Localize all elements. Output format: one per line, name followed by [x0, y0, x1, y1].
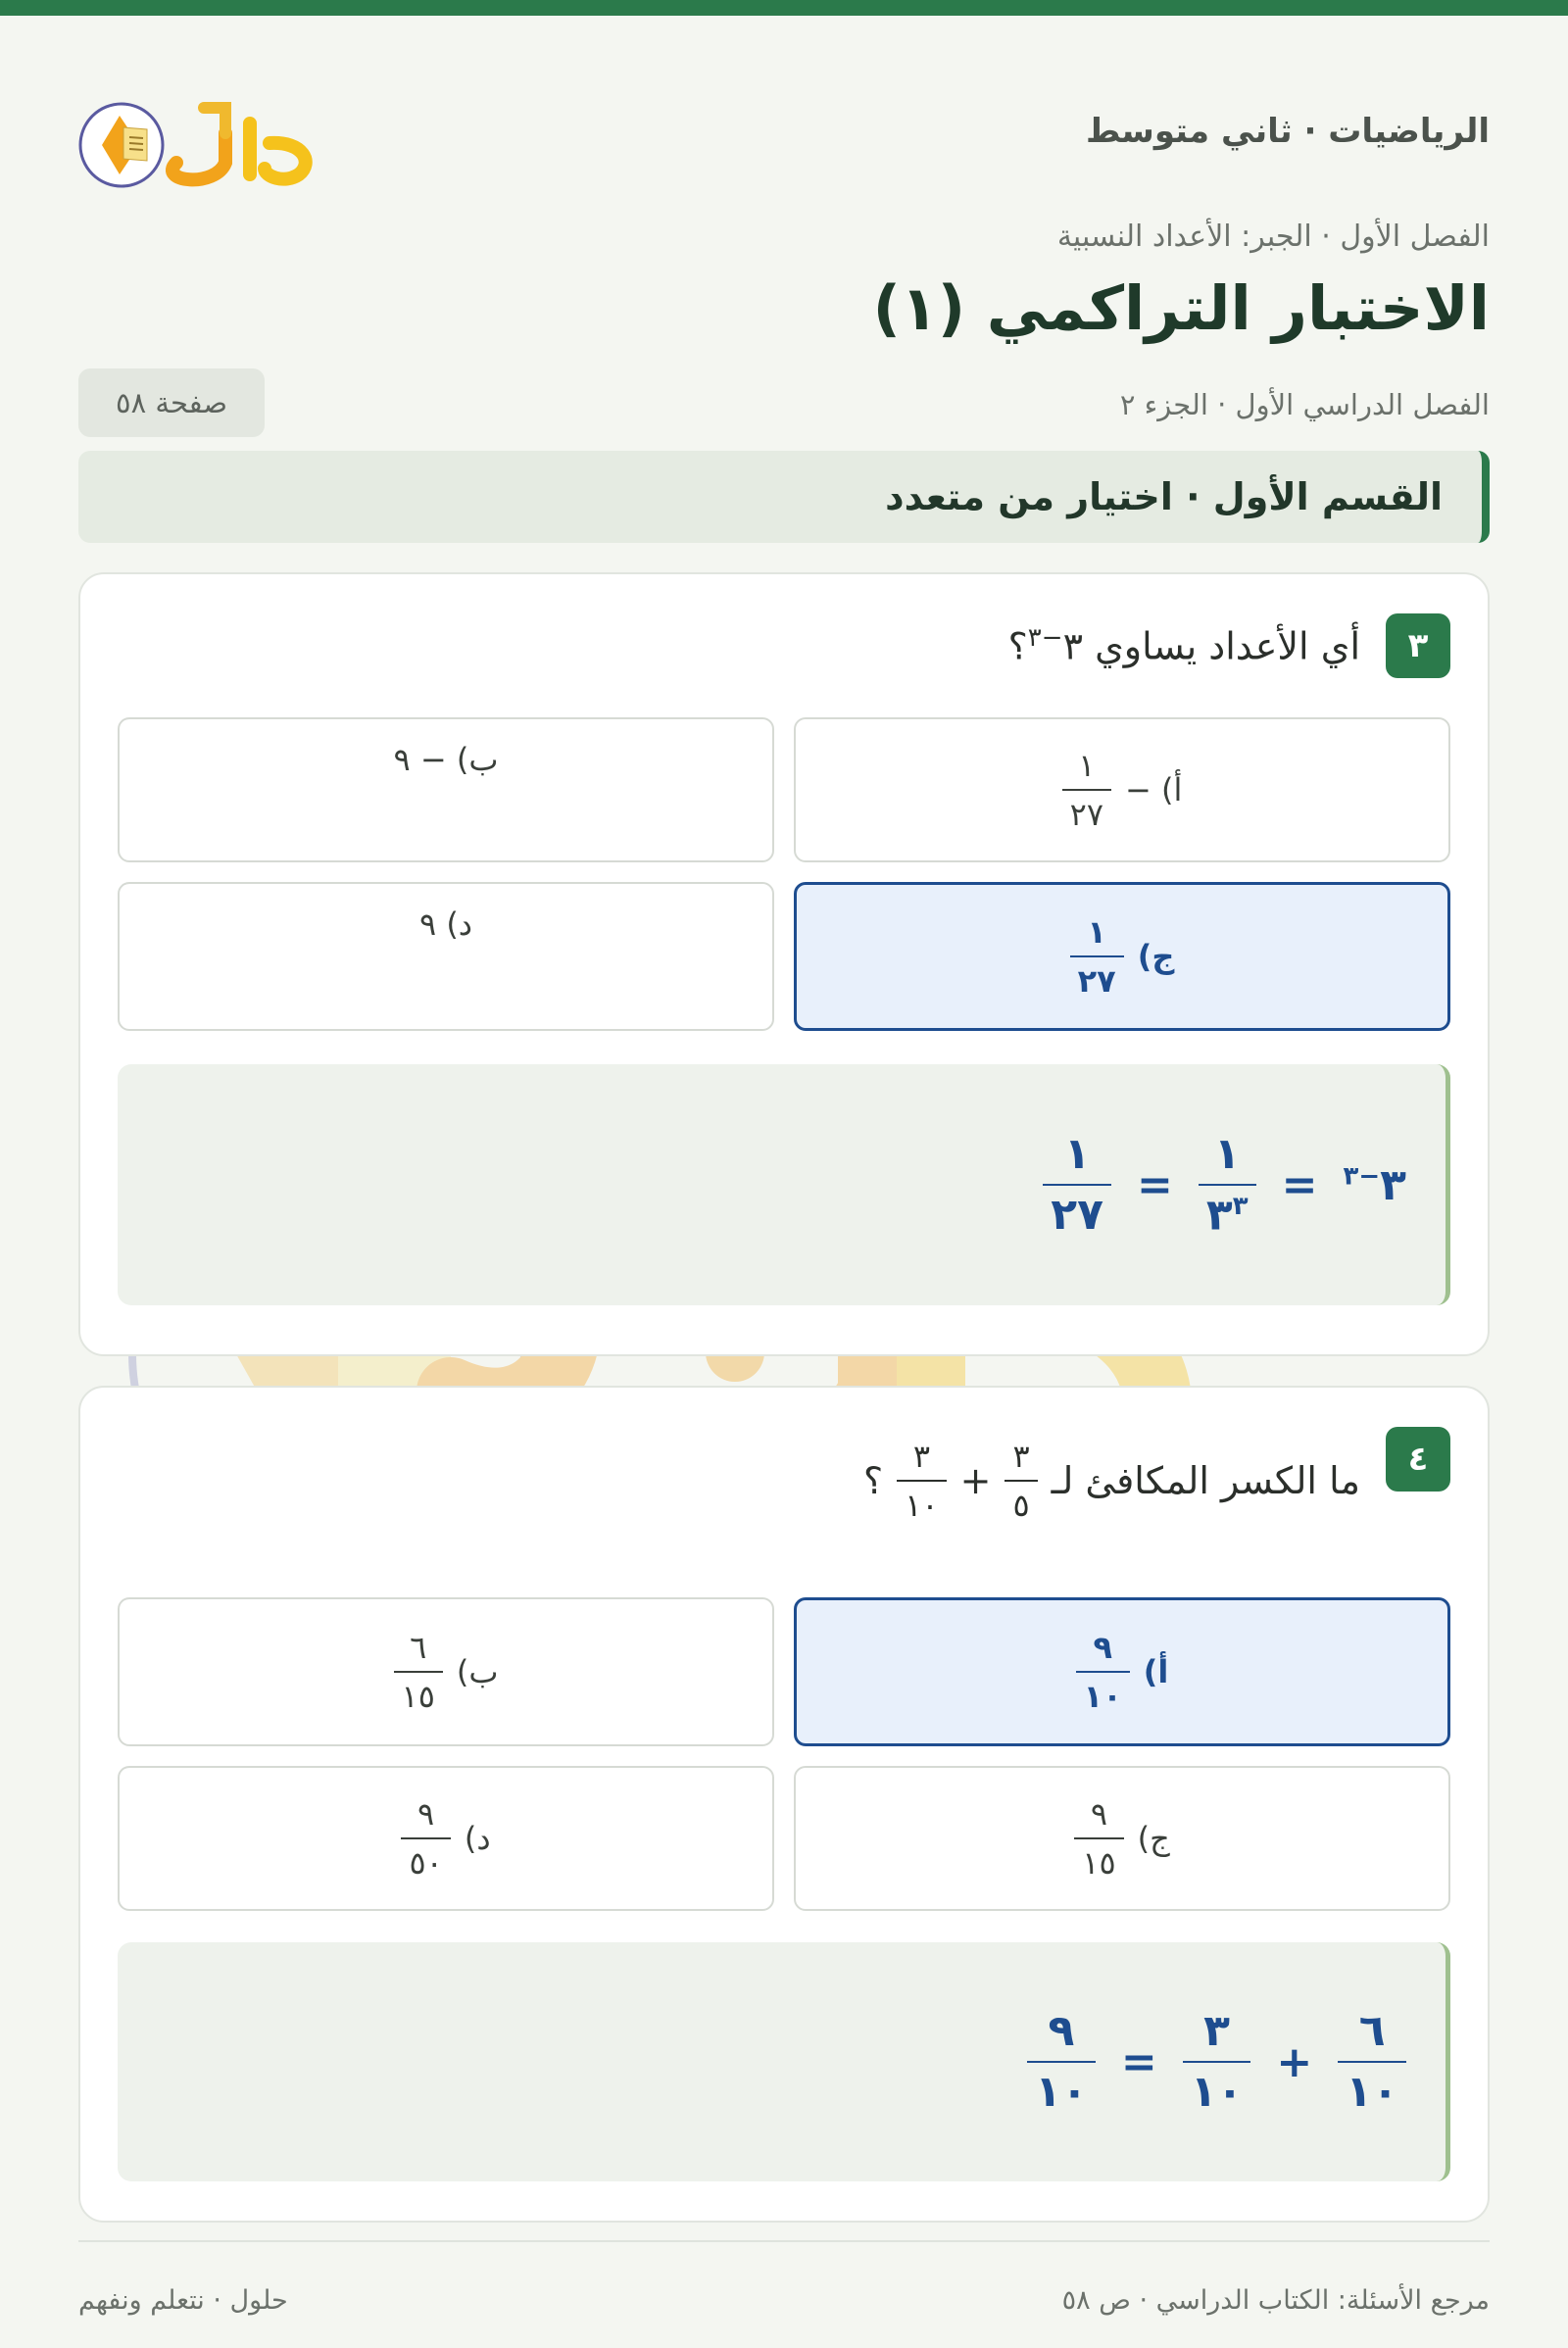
- footer-divider: [78, 2240, 1490, 2242]
- solution-equation: $\frac{٦}{١٠}$ + $\frac{٣}{١٠}$ = $\frac{٩}{١٠}$: [1027, 2010, 1406, 2114]
- option-a-correct[interactable]: أ) $\frac{٩}{١٠}$: [794, 1597, 1450, 1746]
- option-b[interactable]: ب) − ٩: [118, 717, 774, 862]
- option-d[interactable]: د) $\frac{٩}{٥٠}$: [118, 1766, 774, 1911]
- question-text: أي الأعداد يساوي $٣^{-٣}؟$: [1007, 623, 1360, 668]
- solution-box: [118, 1942, 1450, 2181]
- fraction: $\frac{٩}{١٠}$: [1027, 2010, 1096, 2114]
- page-title: الاختبار التراكمي (١): [872, 272, 1490, 344]
- footer-reference: مرجع الأسئلة: الكتاب الدراسي · ص ٥٨: [1061, 2285, 1490, 2316]
- semester-label: الفصل الدراسي الأول · الجزء ٢: [1119, 388, 1490, 421]
- subject-title: الرياضيات · ثاني متوسط: [1086, 112, 1490, 151]
- option-c-correct[interactable]: ج) $\frac{١}{٢٧}$: [794, 882, 1450, 1031]
- footer-brand: حلول · نتعلم ونفهم: [78, 2285, 288, 2316]
- solution-equation: $٣^{-٣}$ = $\frac{١}{٣^٣}$ = $\frac{١}{٢٧}$: [1043, 1133, 1406, 1238]
- page-number-badge: صفحة ٥٨: [78, 368, 265, 437]
- fraction: $\frac{٦}{١٠}$: [1338, 2010, 1406, 2114]
- fraction: $\frac{١}{٢٧}$: [1070, 916, 1124, 997]
- question-number-badge: ٣: [1386, 613, 1450, 678]
- question-card-4: [78, 1386, 1490, 2223]
- option-c[interactable]: ج) $\frac{٩}{١٥}$: [794, 1766, 1450, 1911]
- fraction: $\frac{٣}{١٠}$: [897, 1441, 946, 1521]
- fraction: $\frac{٩}{٥٠}$: [401, 1798, 450, 1879]
- option-b[interactable]: ب) $\frac{٦}{١٥}$: [118, 1597, 774, 1746]
- fraction: $\frac{٩}{١٠}$: [1076, 1632, 1130, 1712]
- section-title: القسم الأول · اختيار من متعدد: [885, 475, 1443, 518]
- chapter-subtitle: الفصل الأول · الجبر: الأعداد النسبية: [1056, 220, 1490, 254]
- question-text: ما الكسر المكافئ لـ $\frac{٣}{٥}$ + $\frac{٣}{١٠}$ ؟: [863, 1438, 1360, 1524]
- question-number-badge: ٤: [1386, 1427, 1450, 1492]
- fraction: $\frac{١}{٢٧}$: [1062, 750, 1111, 830]
- page: [78, 16, 1490, 2348]
- fraction: $\frac{٩}{١٥}$: [1074, 1798, 1123, 1879]
- fraction: $\frac{١}{٢٧}$: [1043, 1133, 1111, 1237]
- option-d[interactable]: د) ٩: [118, 882, 774, 1031]
- top-accent-bar: [0, 0, 1568, 16]
- solution-box: [118, 1064, 1450, 1305]
- fraction: $\frac{٣}{١٠}$: [1183, 2010, 1251, 2114]
- option-a[interactable]: أ) − $\frac{١}{٢٧}$: [794, 717, 1450, 862]
- fraction: $\frac{١}{٣^٣}$: [1199, 1133, 1256, 1238]
- fraction: $\frac{٣}{٥}$: [1004, 1441, 1037, 1521]
- question-card-3: [78, 572, 1490, 1356]
- section-header: [78, 451, 1490, 543]
- header: [78, 94, 1490, 182]
- fraction: $\frac{٦}{١٥}$: [394, 1632, 443, 1712]
- brand-logo[interactable]: [78, 94, 343, 192]
